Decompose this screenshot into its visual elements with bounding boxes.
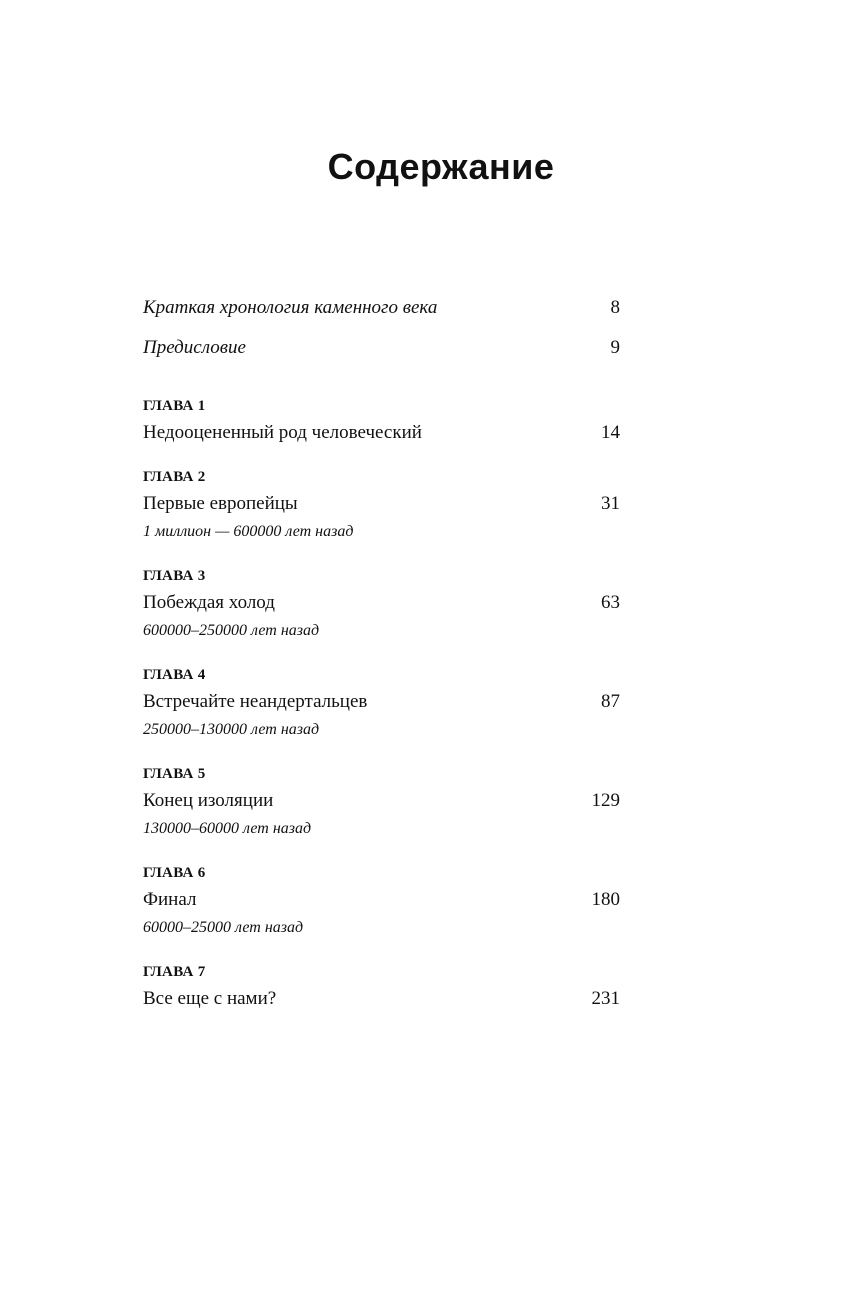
toc-entry-chapter-2[interactable]: [143, 492, 620, 516]
toc-entry-label: Конец изоляции: [143, 790, 274, 811]
toc-entry-chapter-7[interactable]: [143, 987, 620, 1011]
toc-entry-chapter-5[interactable]: [143, 789, 620, 813]
toc-entry-label: Предисловие: [143, 337, 246, 358]
page-title: Содержание: [327, 146, 555, 187]
chapter-2-heading: ГЛАВА 2: [143, 469, 206, 485]
toc-entry-page: 63: [601, 592, 620, 613]
toc-entry-chapter-1[interactable]: [143, 421, 620, 445]
toc-entry-page: 87: [601, 691, 620, 712]
toc-entry-page: 231: [591, 988, 620, 1009]
toc-entry-label: Краткая хронология каменного века: [143, 297, 438, 318]
chapter-1-heading: ГЛАВА 1: [143, 398, 206, 414]
chapter-5-heading: ГЛАВА 5: [143, 766, 206, 782]
toc-entry-chapter-4[interactable]: [143, 690, 620, 714]
toc-entry-chapter-6[interactable]: [143, 888, 620, 912]
toc-entry-label: Первые европейцы: [143, 493, 298, 514]
toc-entry-label: Побеждая холод: [143, 592, 275, 613]
chapter-2-period: 1 миллион — 600000 лет назад: [143, 523, 354, 540]
toc-entry-label: Встречайте неандертальцев: [143, 691, 368, 712]
toc-entry-page: 14: [601, 422, 620, 443]
toc-entry-chronology[interactable]: [143, 296, 620, 320]
chapter-4-period: 250000–130000 лет назад: [143, 721, 320, 738]
toc-entry-page: 129: [591, 790, 620, 811]
toc-entry-page: 180: [591, 889, 620, 910]
chapter-6-period: 60000–25000 лет назад: [143, 919, 304, 936]
chapter-5-period: 130000–60000 лет назад: [143, 820, 312, 837]
toc-entry-chapter-3[interactable]: [143, 591, 620, 615]
toc-entry-preface[interactable]: [143, 336, 620, 360]
toc-entry-page: 8: [610, 297, 620, 318]
toc-entry-label: Все еще с нами?: [143, 988, 277, 1009]
toc-entry-page: 9: [610, 337, 620, 358]
toc-entry-label: Финал: [143, 889, 197, 910]
chapter-6-heading: ГЛАВА 6: [143, 865, 206, 881]
chapter-4-heading: ГЛАВА 4: [143, 667, 206, 683]
toc-entry-page: 31: [601, 493, 620, 514]
chapter-3-heading: ГЛАВА 3: [143, 568, 206, 584]
chapter-3-period: 600000–250000 лет назад: [143, 622, 320, 639]
toc-entry-label: Недооцененный род человеческий: [143, 422, 422, 443]
chapter-7-heading: ГЛАВА 7: [143, 964, 206, 980]
